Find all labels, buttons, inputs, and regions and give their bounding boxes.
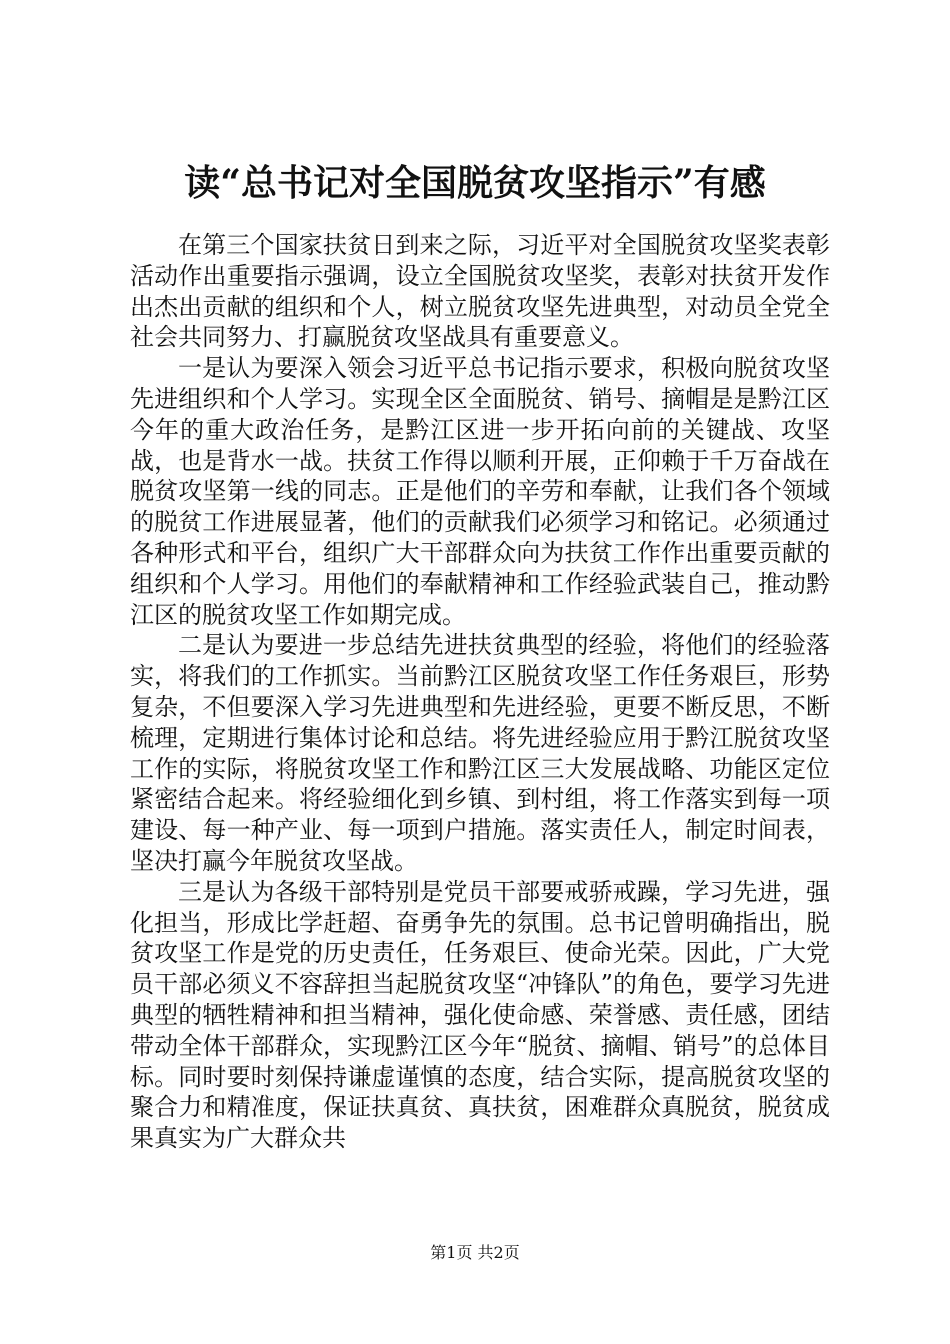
paragraph-point-one: 一是认为要深入领会习近平总书记指示要求，积极向脱贫攻坚先进组织和个人学习。实现全区全面脱贫、销号、摘帽是是黔江区今年的重大政治任务，是黔江区进一步开拓向前的关键战、攻坚战，也是背水一战。扶贫工作得以顺利开展，正仰赖于千万奋战在脱贫攻坚第一线的同志。正是他们的辛劳和奉献，让我们各个领域的脱贫工作进展显著，他们的贡献我们必须学习和铭记。必须通过各种形式和平台，组织广大干部群众向为扶贫工作作出重要贡献的组织和个人学习。用他们的奉献精神和工作经验武装自己，推动黔江区的脱贫攻坚工作如期完成。 <box>130 354 830 629</box>
document-title: 读“总书记对全国脱贫攻坚指示”有感 <box>184 162 766 204</box>
paragraph-intro: 在第三个国家扶贫日到来之际，习近平对全国脱贫攻坚奖表彰活动作出重要指示强调，设立全国脱贫攻坚奖，表彰对扶贫开发作出杰出贡献的组织和个人，树立脱贫攻坚先进典型，对动员全党全社会共同努力、打赢脱贫攻坚战具有重要意义。 <box>130 231 830 352</box>
page-footer: 第1页 共2页 <box>430 1243 520 1262</box>
paragraph-point-three: 三是认为各级干部特别是党员干部要戒骄戒躁，学习先进，强化担当，形成比学赶超、奋勇争先的氛围。总书记曾明确指出，脱贫攻坚工作是党的历史责任，任务艰巨、使命光荣。因此，广大党员干部必须义不容辞担当起脱贫攻坚“冲锋队”的角色，要学习先进典型的牺牲精神和担当精神，强化使命感、荣誉感、责任感，团结带动全体干部群众，实现黔江区今年“脱贫、摘帽、销号”的总体目标。同时要时刻保持谦虚谨慎的态度，结合实际，提高脱贫攻坚的聚合力和精准度，保证扶真贫、真扶贫，困难群众真脱贫，脱贫成果真实为广大群众共 <box>130 877 830 1153</box>
document-body <box>130 230 830 1154</box>
paragraph-point-two: 二是认为要进一步总结先进扶贫典型的经验，将他们的经验落实，将我们的工作抓实。当前黔江区脱贫攻坚工作任务艰巨，形势复杂，不但要深入学习先进典型和先进经验，更要不断反思，不断梳理，定期进行集体讨论和总结。将先进经验应用于黔江脱贫攻坚工作的实际，将脱贫攻坚工作和黔江区三大发展战略、功能区定位紧密结合起来。将经验细化到乡镇、到村组，将工作落实到每一项建设、每一种产业、每一项到户措施。落实责任人，制定时间表，坚决打赢今年脱贫攻坚战。 <box>130 631 830 875</box>
